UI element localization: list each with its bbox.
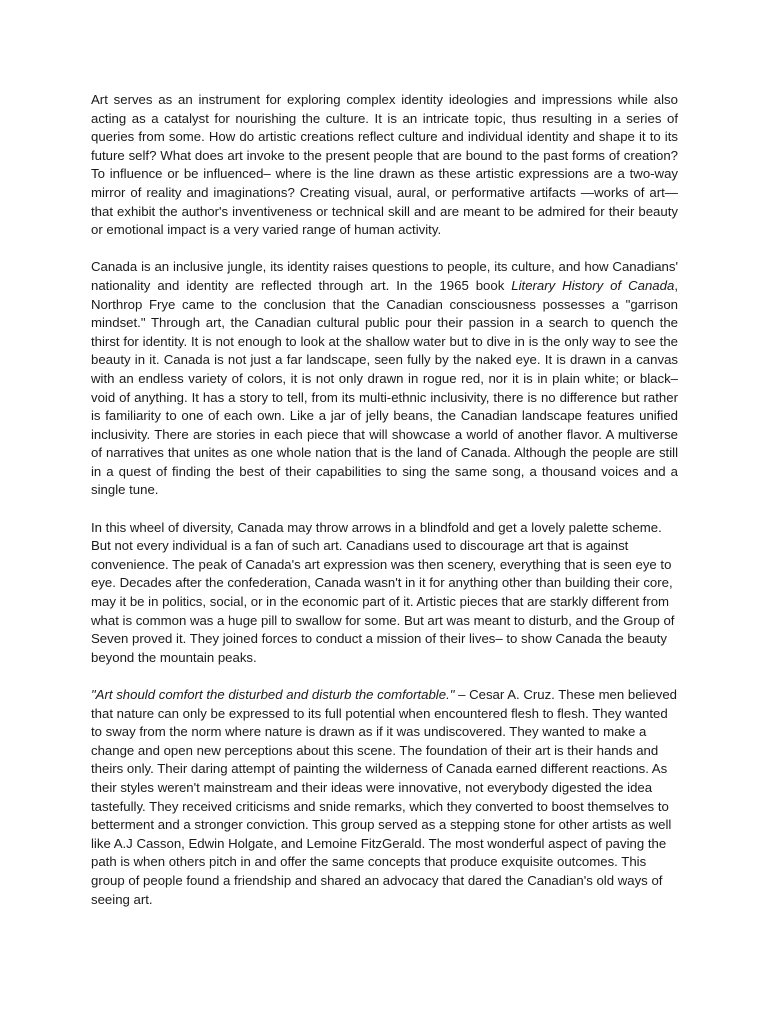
quote-attribution: – Cesar A. Cruz.	[454, 687, 555, 702]
paragraph-diversity: In this wheel of diversity, Canada may throw arrows in a blindfold and get a lovely palette scheme. But not every individual is a fan of such art. Canadians used to discourage art that is against convenience. The peak of Canada's art expression was then scenery, everything that is seen eye to eye. Decades after the confederation, Canada wasn't in it for anything other than building their core, may it be in politics, social, or in the economic part of it. Artistic pieces that are starkly different from what is common was a huge pill to swallow for some. But art was meant to disturb, and the Group of Seven proved it. They joined forces to conduct a mission of their lives– to show Canada the beauty beyond the mountain peaks.	[91, 519, 675, 665]
paragraph-canada-identity	[91, 258, 678, 500]
quote-text: "Art should comfort the disturbed and disturb the comfortable."	[91, 687, 455, 702]
paragraph-text: Canada is an inclusive jungle, its identity raises questions to people, its culture, and how Canadians' nationality and identity are reflected through art. In the 1965 book	[91, 259, 678, 293]
paragraph-group-of-seven	[91, 686, 678, 909]
paragraph-text: , Northrop Frye came to the conclusion that the Canadian consciousness possesses a "garrison mindset." Through art, the Canadian cultural public pour their passion in a search to quench the thirst for identity. It is not enough to look at the shallow water but to dive in is the only way to see the beauty in it. Canada is not just a far landscape, seen fully by the naked eye. It is drawn in a canvas with an endless variety of colors, it is not only drawn in rogue red, nor it is in plain white; or black– void of anything. It has a story to tell, from its multi-ethnic inclusivity, there is no difference but rather is familiarity to one of each own. Like a jar of jelly beans, the Canadian landscape features unified inclusivity. There are stories in each piece that will showcase a world of another flavor. A multiverse of narratives that unites as one whole nation that is the land of Canada. Although the people are still in a quest of finding the best of their capabilities to sing the same song, a thousand voices and a single tune.	[91, 277, 678, 498]
book-title: Literary History of Canada	[511, 277, 675, 293]
document-page	[91, 91, 678, 928]
paragraph-text: These men believed that nature can only be expressed to its full potential when encountered flesh to flesh. They wanted to sway from the norm where nature is drawn as if it was undiscovered. They wanted to make a change and open new perceptions about this scene. The foundation of their art is their hands and theirs only. Their daring attempt of painting the wilderness of Canada earned different reactions. As their styles weren't mainstream and their ideas were innovative, not everybody digested the idea tastefully. They received criticisms and snide remarks, which they converted to boost themselves to betterment and a stronger conviction. This group served as a stepping stone for other artists as well like A.J Casson, Edwin Holgate, and Lemoine FitzGerald. The most wonderful aspect of paving the path is when others pitch in and offer the same concepts that produce exquisite outcomes. This group of people found a friendship and shared an advocacy that dared the Canadian's old ways of seeing art.	[91, 687, 678, 907]
paragraph-intro: Art serves as an instrument for exploring complex identity ideologies and impressions while also acting as a catalyst for nourishing the culture. It is an intricate topic, thus resulting in a series of queries from some. How do artistic creations reflect culture and individual identity and shape it to its future self? What does art invoke to the present people that are bound to the past forms of creation? To influence or be influenced– where is the line drawn as these artistic expressions are a two-way mirror of reality and imaginations? Creating visual, aural, or performative artifacts —works of art—that exhibit the author's inventiveness or technical skill and are meant to be admired for their beauty or emotional impact is a very varied range of human activity.	[91, 92, 678, 238]
